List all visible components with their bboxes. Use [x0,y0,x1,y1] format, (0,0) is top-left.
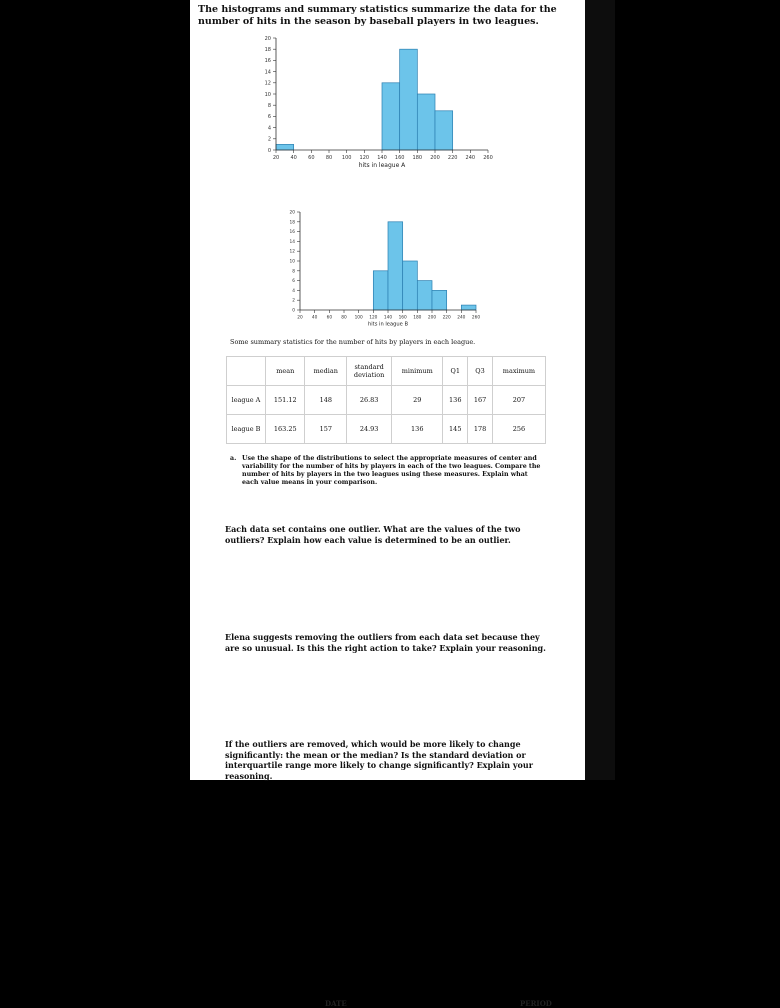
y-tick-label: 4 [292,288,295,294]
table-cell: 151.12 [266,386,305,415]
table-cell: 256 [492,415,545,444]
y-tick-label: 6 [267,114,271,121]
table-header-cell: median [305,357,347,386]
x-tick-label: 100 [354,315,363,321]
y-tick-label: 0 [267,147,271,154]
x-tick-label: 200 [430,155,440,161]
x-tick-label: 140 [383,315,393,321]
y-tick-label: 20 [289,210,295,216]
table-cell: 24.93 [347,415,392,444]
x-tick-label: 80 [325,155,333,161]
y-tick-label: 2 [267,136,271,143]
question-outliers: Each data set contains one outlier. What are the values of the two outliers? Explain how each value is determined to be an outlier. [225,524,521,545]
table-cell: 163.25 [266,415,305,444]
histogram-league-a [250,34,500,179]
histogram-bar [435,111,453,150]
y-tick-label: 18 [264,46,271,53]
part-a-text: Use the shape of the distributions to select the appropriate measures of center and variability for the number of hits by players in each of the two leagues. Compare the number of hits by players in the two leagues using these measures. Explain what each value means in your comparison. [242,455,541,486]
question-remove-outliers: Elena suggests removing the outliers from each data set because they are so unusual. Is this the right action to take? Explain your reasoning. [225,632,546,653]
x-axis-label: hits in league B [367,321,409,328]
table-cell: 145 [443,415,468,444]
table-cell: 136 [392,415,443,444]
y-tick-label: 14 [264,69,271,76]
summary-stats-table [226,356,546,444]
part-a-label: a. [230,455,237,462]
x-tick-label: 220 [447,155,458,161]
x-tick-label: 120 [369,315,378,321]
background-edge [585,0,615,780]
table-cell: 167 [468,386,493,415]
table-header-cell: Q3 [468,357,493,386]
part-a [230,455,542,487]
y-tick-label: 6 [292,279,295,285]
x-tick-label: 180 [413,315,422,321]
table-cell: 136 [443,386,468,415]
x-tick-label: 140 [377,155,387,161]
table-header-cell [227,357,266,386]
y-tick-label: 20 [264,35,271,42]
histogram-bar [403,261,418,310]
worksheet-page-2 [195,502,580,1008]
histogram-bar [400,49,418,150]
table-header-cell: mean [266,357,305,386]
y-tick-label: 10 [264,91,271,98]
histogram-bar [373,271,388,310]
x-tick-label: 20 [297,315,303,321]
histogram-bar [388,222,403,310]
table-header-cell: standard deviation [347,357,392,386]
table-cell: 29 [392,386,443,415]
y-tick-label: 8 [292,269,295,275]
histogram-bar [417,94,435,150]
x-tick-label: 40 [290,155,297,161]
header-period: PERIOD [520,999,552,1008]
table-cell: 157 [305,415,347,444]
histogram-bar [461,305,476,310]
y-tick-label: 16 [289,230,295,236]
x-tick-label: 160 [398,315,407,321]
table-cell: 26.83 [347,386,392,415]
x-tick-label: 240 [465,155,476,161]
x-tick-label: 220 [442,315,451,321]
x-tick-label: 260 [483,155,493,161]
histogram-bar [382,83,400,150]
y-tick-label: 0 [292,308,295,314]
table-header-row [227,357,546,386]
x-tick-label: 80 [341,315,347,321]
table-cell: 178 [468,415,493,444]
question-mean-median: If the outliers are removed, which would be more likely to change significantly: the mean or the median? Is the standard deviation or interquartile range more likely to change significantly? Explain your reasoning. [225,739,533,781]
y-tick-label: 4 [267,125,271,132]
table-cell: league A [227,386,266,415]
y-tick-label: 12 [289,249,295,255]
x-tick-label: 180 [412,155,423,161]
x-tick-label: 160 [394,155,405,161]
histogram-bar [432,290,447,310]
table-header-cell: minimum [392,357,443,386]
intro-text: The histograms and summary statistics summarize the data for the number of hits in the season by baseball players in two leagues. [198,4,557,27]
y-tick-label: 2 [292,298,295,304]
table-row [227,386,546,415]
stats-caption: Some summary statistics for the number of hits by players in each league. [230,338,476,346]
y-tick-label: 14 [289,239,295,245]
table-row [227,415,546,444]
histogram-bar [276,144,294,150]
x-tick-label: 60 [308,155,315,161]
table-cell: league B [227,415,266,444]
histogram-league-b [278,208,488,336]
table-header-cell: maximum [492,357,545,386]
y-tick-label: 10 [289,259,295,265]
x-tick-label: 260 [471,315,481,321]
header-date: DATE [325,999,347,1008]
y-tick-label: 12 [264,80,271,87]
y-tick-label: 8 [267,102,271,109]
table-cell: 148 [305,386,347,415]
table-header-cell: Q1 [443,357,468,386]
x-tick-label: 100 [341,155,352,161]
x-axis-label: hits in league A [358,162,406,169]
x-tick-label: 240 [457,315,466,321]
x-tick-label: 120 [359,155,370,161]
x-tick-label: 60 [326,315,333,321]
y-tick-label: 18 [289,220,295,226]
table-cell: 207 [492,386,545,415]
x-tick-label: 40 [311,315,318,321]
x-tick-label: 20 [272,155,280,161]
x-tick-label: 200 [427,315,437,321]
y-tick-label: 16 [264,58,271,65]
histogram-bar [417,281,432,310]
